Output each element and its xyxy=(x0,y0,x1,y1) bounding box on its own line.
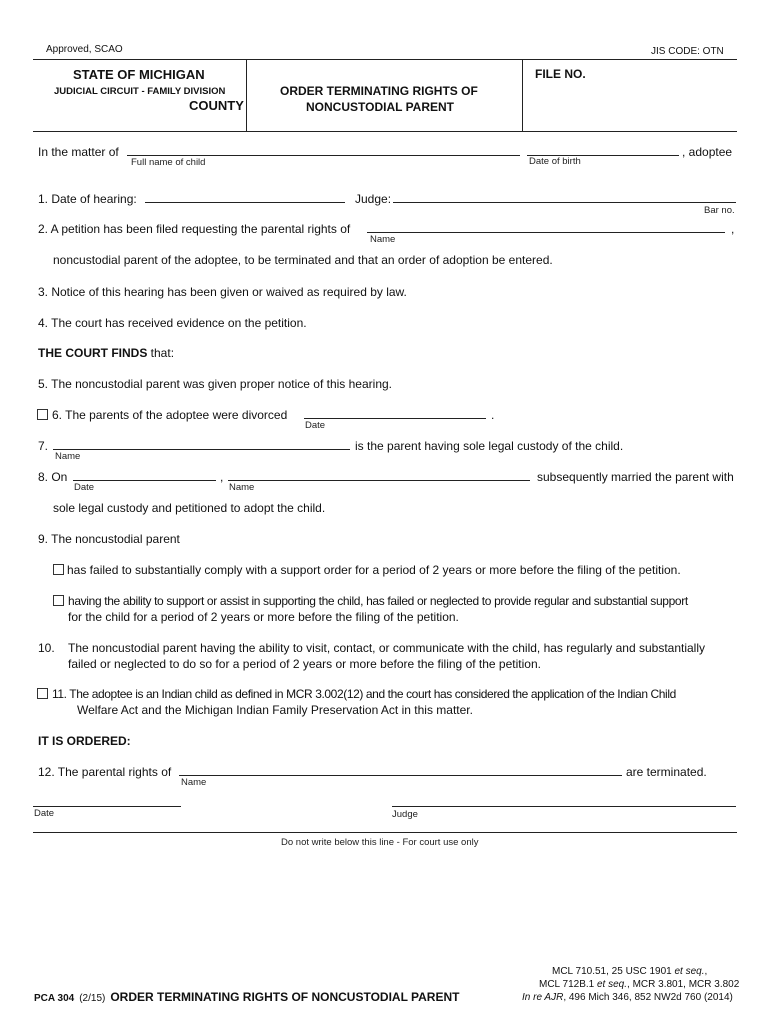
item-7-name-caption: Name xyxy=(55,451,81,462)
court-finds-bold: THE COURT FINDS xyxy=(38,346,148,360)
item-2-text: 2. A petition has been filed requesting the parental rights of xyxy=(38,222,351,236)
item-8-comma: , xyxy=(220,470,224,484)
header-divider-2 xyxy=(522,59,523,131)
item-3-text: 3. Notice of this hearing has been given or waived as required by law. xyxy=(38,285,407,299)
citation-1c: , xyxy=(704,966,708,977)
dob-caption: Date of birth xyxy=(529,156,581,167)
custodial-parent-name-field[interactable] xyxy=(53,449,350,450)
item-11-text-line1: 11. The adoptee is an Indian child as defined in MCR 3.002(12) and the court has considered the application of the Indian Child xyxy=(52,687,676,701)
form-number: PCA 304 xyxy=(34,993,75,1004)
item-8-continued: sole legal custody and petitioned to adopt the child. xyxy=(53,501,326,515)
item-9b-checkbox[interactable] xyxy=(53,595,64,606)
item-6-checkbox[interactable] xyxy=(37,409,48,420)
item-6-text: 6. The parents of the adoptee were divorced xyxy=(52,408,288,422)
citation-line2 xyxy=(539,979,739,990)
item-11-checkbox[interactable] xyxy=(37,688,48,699)
jis-code-label: JIS CODE: OTN xyxy=(651,46,724,57)
court-finds-rest: that: xyxy=(147,346,175,360)
child-name-caption: Full name of child xyxy=(131,157,206,168)
form-title-line1: ORDER TERMINATING RIGHTS OF xyxy=(280,84,478,98)
hearing-date-field[interactable] xyxy=(145,202,345,203)
citation-1b: et seq. xyxy=(674,966,705,977)
state-label: STATE OF MICHIGAN xyxy=(73,67,205,82)
approved-label: Approved, SCAO xyxy=(46,44,123,55)
header-top-rule xyxy=(33,59,737,60)
bar-no-caption: Bar no. xyxy=(704,205,735,216)
item-9a-checkbox[interactable] xyxy=(53,564,64,575)
item-12-name-caption: Name xyxy=(181,777,207,788)
footer-title: ORDER TERMINATING RIGHTS OF NONCUSTODIAL PARENT xyxy=(110,990,460,1004)
footer-form-id xyxy=(34,988,459,1006)
item-10-text-line2: failed or neglected to do so for a period of 2 years or more before the filing of the petition. xyxy=(68,657,541,671)
form-revision: (2/15) xyxy=(79,993,106,1004)
item-1-date-label: 1. Date of hearing: xyxy=(38,192,137,206)
judge-field[interactable] xyxy=(393,202,736,203)
citation-2a: MCL 712B.1 xyxy=(539,979,597,990)
divorce-date-field[interactable] xyxy=(304,418,486,419)
header-bottom-rule xyxy=(33,131,737,132)
header-divider-1 xyxy=(246,59,247,131)
item-8-name-caption: Name xyxy=(229,482,255,493)
county-label: COUNTY xyxy=(189,98,244,113)
form-title-line2: NONCUSTODIAL PARENT xyxy=(306,100,455,114)
citation-line1 xyxy=(552,966,707,977)
item-10-number: 10. xyxy=(38,641,55,655)
item-8-date-caption: Date xyxy=(74,482,95,493)
item-9-text: 9. The noncustodial parent xyxy=(38,532,180,546)
terminated-parent-name-field[interactable] xyxy=(179,775,622,776)
parent-name-field[interactable] xyxy=(367,232,725,233)
item-4-text: 4. The court has received evidence on the petition. xyxy=(38,316,307,330)
citation-3a: In re AJR xyxy=(522,992,564,1003)
item-1-judge-label: Judge: xyxy=(355,192,392,206)
signature-date-field[interactable] xyxy=(33,806,181,807)
child-name-field[interactable] xyxy=(127,155,520,156)
court-finds-heading xyxy=(38,346,174,360)
court-use-rule xyxy=(33,832,737,833)
item-11-text-line2: Welfare Act and the Michigan Indian Family Preservation Act in this matter. xyxy=(77,703,473,717)
item-9a-text: has failed to substantially comply with a support order for a period of 2 years or more before the filing of the petition. xyxy=(67,563,681,577)
matter-prefix: In the matter of xyxy=(38,145,119,159)
judicial-circuit-label: JUDICIAL CIRCUIT - FAMILY DIVISION xyxy=(54,86,226,97)
signature-date-caption: Date xyxy=(34,808,55,819)
ordered-heading: IT IS ORDERED: xyxy=(38,734,131,748)
citation-2b: et seq. xyxy=(597,979,628,990)
citation-line3 xyxy=(522,992,733,1003)
marriage-date-field[interactable] xyxy=(73,480,216,481)
item-7-text: is the parent having sole legal custody of the child. xyxy=(355,439,624,453)
item-9b-text-line2: for the child for a period of 2 years or more before the filing of the petition. xyxy=(68,610,459,624)
court-use-label: Do not write below this line - For court use only xyxy=(281,837,479,848)
item-12-text: 12. The parental rights of xyxy=(38,765,172,779)
stepparent-name-field[interactable] xyxy=(228,480,530,481)
item-6-period: . xyxy=(491,408,495,422)
item-5-text: 5. The noncustodial parent was given proper notice of this hearing. xyxy=(38,377,392,391)
citation-1a: MCL 710.51, 25 USC 1901 xyxy=(552,966,675,977)
item-8-on: 8. On xyxy=(38,470,68,484)
item-2-comma: , xyxy=(731,222,735,236)
item-7-number: 7. xyxy=(38,439,49,453)
item-2-name-caption: Name xyxy=(370,234,396,245)
judge-signature-caption: Judge xyxy=(392,809,418,820)
item-12-end: are terminated. xyxy=(626,765,707,779)
item-9b-text-line1: having the ability to support or assist in supporting the child, has failed or neglected to provide regular and substantial support xyxy=(68,594,688,608)
matter-suffix: , adoptee xyxy=(682,145,733,159)
file-no-label: FILE NO. xyxy=(535,67,586,81)
item-10-text-line1: The noncustodial parent having the ability to visit, contact, or communicate with the child, has regularly and substantially xyxy=(68,641,706,655)
item-8-text: subsequently married the parent with xyxy=(537,470,734,484)
judge-signature-field[interactable] xyxy=(392,806,736,807)
item-2-continued: noncustodial parent of the adoptee, to be terminated and that an order of adoption be entered. xyxy=(53,253,553,267)
item-6-date-caption: Date xyxy=(305,420,326,431)
citation-2c: , MCR 3.801, MCR 3.802 xyxy=(627,979,740,990)
citation-3b: , 496 Mich 346, 852 NW2d 760 (2014) xyxy=(563,992,733,1003)
